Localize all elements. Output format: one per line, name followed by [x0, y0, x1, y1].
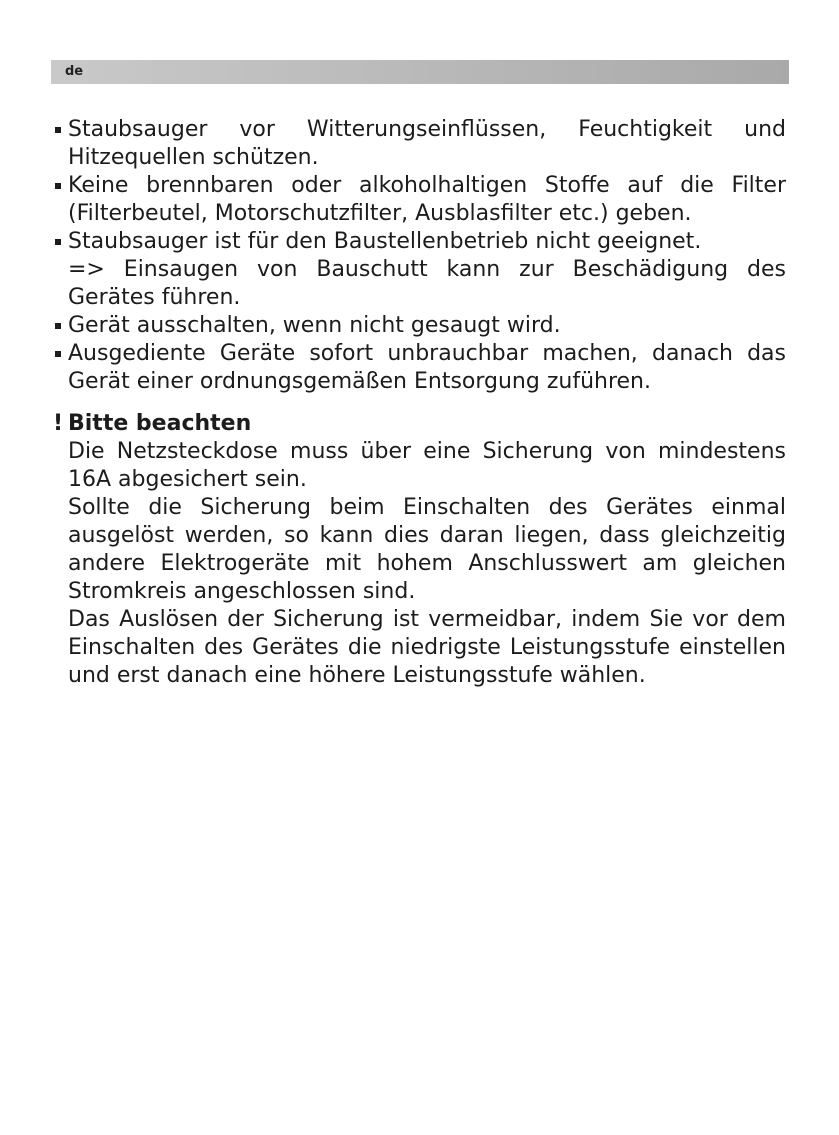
list-item-text: Ausgediente Geräte sofort unbrauchbar machen, danach das Gerät einer ordnungsgemäßen Entsorgung zuführen.	[68, 341, 786, 394]
list-item-text: Staubsauger ist für den Baustellenbetrieb nicht geeignet.	[68, 229, 702, 254]
exclamation-icon: !	[53, 411, 64, 436]
notice-paragraph: Die Netzsteckdose muss über eine Sicherung von mindestens 16A abgesichert sein.	[68, 439, 786, 492]
bullet-icon	[55, 239, 61, 245]
notice-block	[53, 410, 786, 690]
bullet-icon	[55, 183, 61, 189]
bullet-icon	[55, 351, 61, 357]
bullet-icon	[55, 323, 61, 329]
list-item	[53, 340, 786, 396]
notice-paragraph: Sollte die Sicherung beim Einschalten des Gerätes einmal ausgelöst werden, so kann dies daran liegen, dass gleichzeitig andere Elektrogeräte mit hohem Anschlusswert am gleichen Stromkreis angeschlossen sind.	[68, 495, 786, 604]
notice-paragraph: Das Auslösen der Sicherung ist vermeidbar, indem Sie vor dem Einschalten des Gerätes die niedrigste Leistungsstufe einstellen und erst danach eine höhere Leistungsstufe wählen.	[68, 607, 786, 688]
page-content	[53, 116, 786, 690]
bullet-icon	[55, 127, 61, 133]
list-item-text: Keine brennbaren oder alkoholhaltigen Stoffe auf die Filter (Filterbeutel, Motorschutzfilter, Ausblasfilter etc.) geben.	[68, 173, 786, 226]
list-item	[53, 228, 786, 312]
language-header-bar	[51, 60, 789, 84]
list-item-text: Gerät ausschalten, wenn nicht gesaugt wird.	[68, 313, 561, 338]
notice-title: Bitte beachten	[68, 411, 252, 436]
list-item	[53, 116, 786, 172]
list-item	[53, 172, 786, 228]
list-item-subtext: => Einsaugen von Bauschutt kann zur Beschädigung des Gerätes führen.	[68, 257, 786, 310]
list-item	[53, 312, 786, 340]
list-item-text: Staubsauger vor Witterungseinflüssen, Feuchtigkeit und Hitzequellen schützen.	[68, 117, 786, 170]
language-code: de	[65, 64, 84, 79]
